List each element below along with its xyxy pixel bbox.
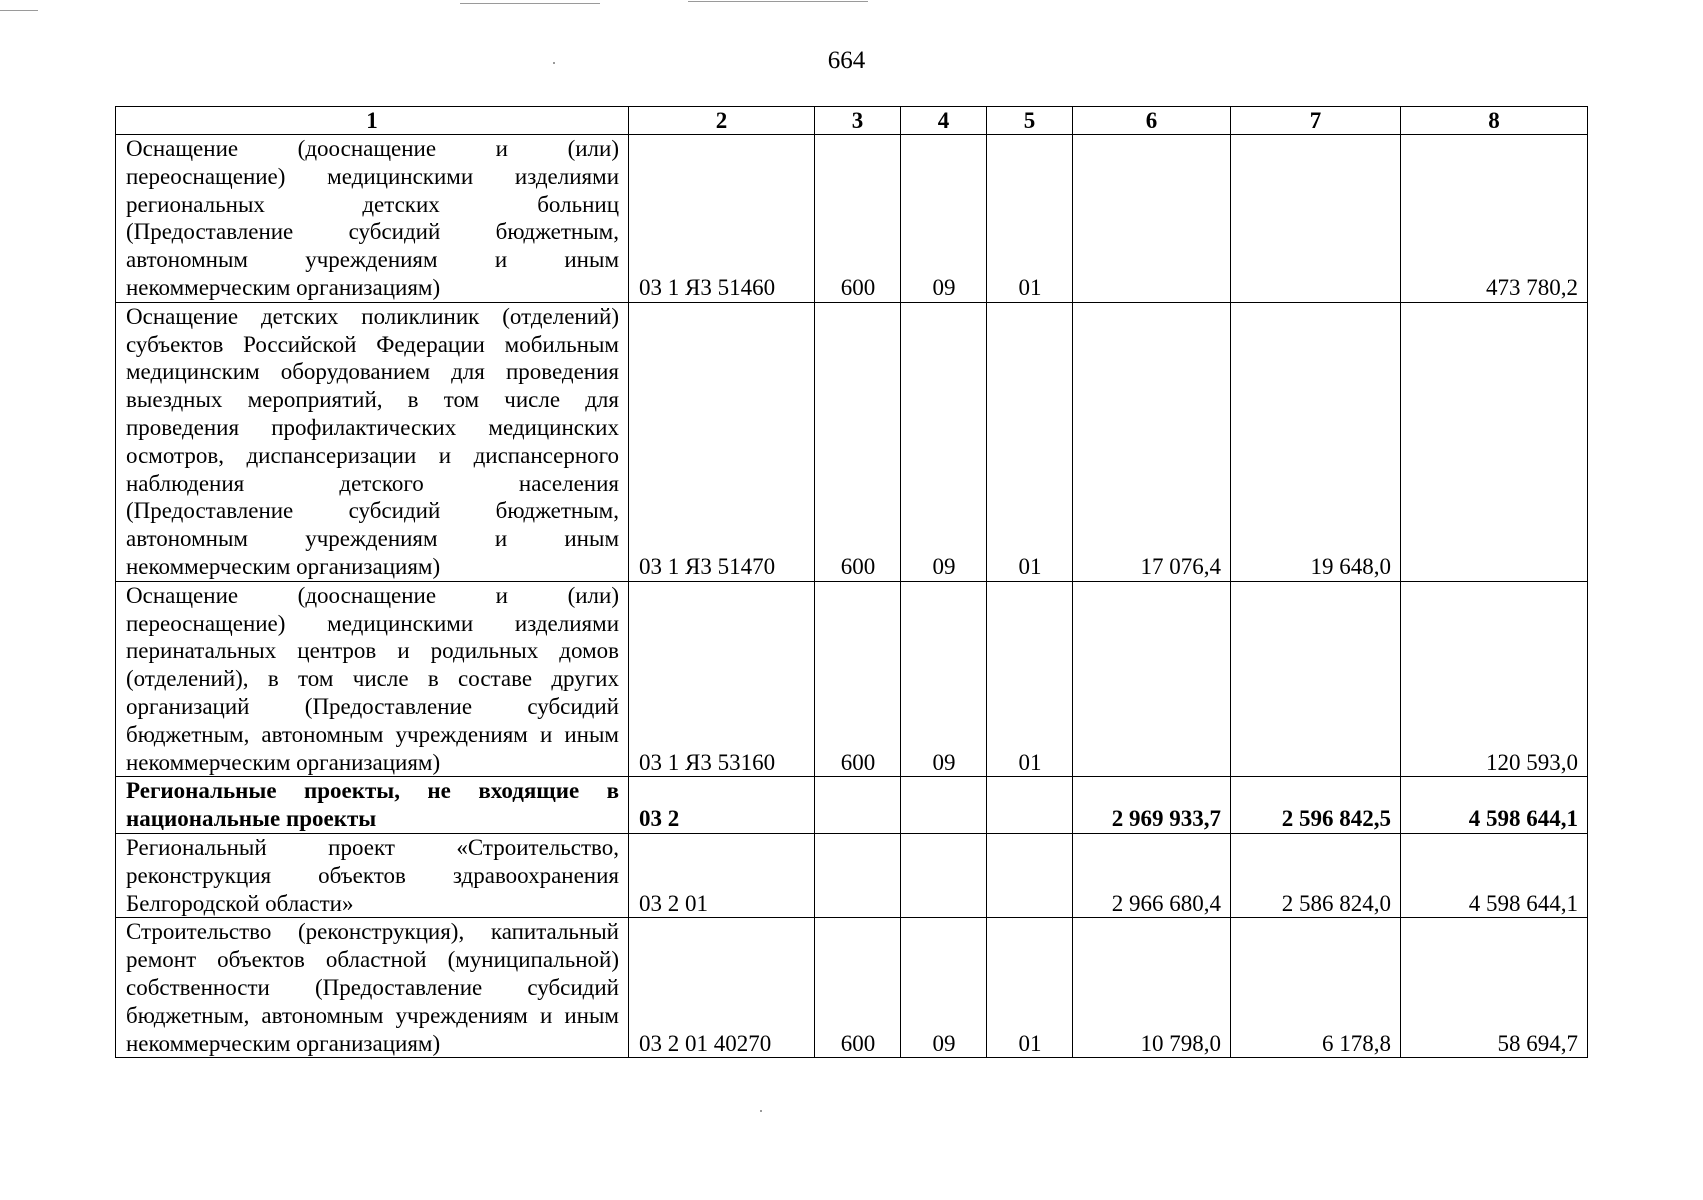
cell-code: 03 2 xyxy=(629,777,815,834)
description-line: реконструкция объектов здравоохранения xyxy=(126,862,619,888)
cell-col8: 58 694,7 xyxy=(1401,918,1588,1058)
cell-col5 xyxy=(987,833,1073,917)
cell-col7: 19 648,0 xyxy=(1231,302,1401,581)
description-line: автономным учреждениям и иным xyxy=(126,247,619,273)
cell-col3 xyxy=(815,777,901,834)
description-line: Региональный проект «Строительство, xyxy=(126,834,619,860)
cell-col5 xyxy=(987,777,1073,834)
cell-col3 xyxy=(815,833,901,917)
column-header: 4 xyxy=(901,107,987,135)
description-line: переоснащение) медицинскими изделиями xyxy=(126,163,619,189)
column-header: 6 xyxy=(1073,107,1231,135)
scan-speck xyxy=(760,1110,762,1112)
description-line: Строительство (реконструкция), капитальный xyxy=(126,919,619,945)
cell-col6: 2 966 680,4 xyxy=(1073,833,1231,917)
description-line: собственности (Предоставление субсидий xyxy=(126,974,619,1000)
cell-col3: 600 xyxy=(815,581,901,777)
cell-col5: 01 xyxy=(987,302,1073,581)
cell-col8: 473 780,2 xyxy=(1401,135,1588,303)
description-line: бюджетным, автономным учреждениям и иным xyxy=(126,721,619,747)
cell-code: 03 2 01 40270 xyxy=(629,918,815,1058)
cell-code: 03 1 Я3 51470 xyxy=(629,302,815,581)
cell-col4: 09 xyxy=(901,581,987,777)
description-line: переоснащение) медицинскими изделиями xyxy=(126,610,619,636)
description-line: региональных детских больниц xyxy=(126,191,619,217)
table-row xyxy=(116,302,1588,581)
table-row xyxy=(116,581,1588,777)
description-line: Белгородской области» xyxy=(126,890,354,916)
cell-col5: 01 xyxy=(987,581,1073,777)
cell-col7: 2 596 842,5 xyxy=(1231,777,1401,834)
description-line: (отделений), в том числе в составе других xyxy=(126,666,619,692)
cell-col4: 09 xyxy=(901,135,987,303)
cell-col5: 01 xyxy=(987,918,1073,1058)
description-line: организаций (Предоставление субсидий xyxy=(126,693,619,719)
cell-col4: 09 xyxy=(901,302,987,581)
column-header: 3 xyxy=(815,107,901,135)
description-line: некоммерческим организациям) xyxy=(126,553,441,579)
description-line: некоммерческим организациям) xyxy=(126,274,441,300)
table-header-row xyxy=(116,107,1588,135)
description-line: автономным учреждениям и иным xyxy=(126,526,619,552)
page-number: 664 xyxy=(827,47,866,74)
table-row xyxy=(116,135,1588,303)
description-line: субъектов Российской Федерации мобильным xyxy=(126,331,619,357)
cell-col3: 600 xyxy=(815,135,901,303)
cell-col4 xyxy=(901,833,987,917)
column-header: 1 xyxy=(116,107,629,135)
column-header: 7 xyxy=(1231,107,1401,135)
description-line: (Предоставление субсидий бюджетным, xyxy=(126,219,619,245)
description-line: Оснащение (дооснащение и (или) xyxy=(126,136,619,161)
description-line: Оснащение (дооснащение и (или) xyxy=(126,582,619,608)
cell-col3: 600 xyxy=(815,918,901,1058)
cell-col6: 10 798,0 xyxy=(1073,918,1231,1058)
description-line: медицинским оборудованием для проведения xyxy=(126,359,619,385)
cell-col6 xyxy=(1073,135,1231,303)
description-line: национальные проекты xyxy=(126,806,377,832)
table-row xyxy=(116,833,1588,917)
cell-description xyxy=(116,833,629,917)
description-line: бюджетным, автономным учреждениям и иным xyxy=(126,1002,619,1028)
cell-code: 03 1 Я3 51460 xyxy=(629,135,815,303)
column-header: 2 xyxy=(629,107,815,135)
description-line: выездных мероприятий, в том числе для xyxy=(126,387,619,413)
scan-edge-line xyxy=(0,10,38,11)
cell-col7: 6 178,8 xyxy=(1231,918,1401,1058)
description-line: наблюдения детского населения xyxy=(126,470,619,496)
column-header: 8 xyxy=(1401,107,1588,135)
description-line: некоммерческим организациям) xyxy=(126,1030,441,1056)
cell-description xyxy=(116,302,629,581)
description-line: ремонт объектов областной (муниципальной) xyxy=(126,947,619,973)
description-line: перинатальных центров и родильных домов xyxy=(126,638,619,664)
cell-col8: 120 593,0 xyxy=(1401,581,1588,777)
cell-col6 xyxy=(1073,581,1231,777)
cell-col7: 2 586 824,0 xyxy=(1231,833,1401,917)
cell-col4 xyxy=(901,777,987,834)
cell-col3: 600 xyxy=(815,302,901,581)
scan-edge-line xyxy=(688,1,868,2)
cell-col6: 17 076,4 xyxy=(1073,302,1231,581)
cell-col7 xyxy=(1231,135,1401,303)
cell-col5: 01 xyxy=(987,135,1073,303)
description-line: (Предоставление субсидий бюджетным, xyxy=(126,498,619,524)
description-line: некоммерческим организациям) xyxy=(126,749,441,775)
description-line: Оснащение детских поликлиник (отделений) xyxy=(126,303,619,329)
cell-col8 xyxy=(1401,302,1588,581)
scan-edge-line xyxy=(460,3,600,4)
description-line: осмотров, диспансеризации и диспансерного xyxy=(126,442,619,468)
description-line: Региональные проекты, не входящие в xyxy=(126,778,619,804)
table-row xyxy=(116,918,1588,1058)
cell-col4: 09 xyxy=(901,918,987,1058)
cell-description xyxy=(116,135,629,303)
cell-col7 xyxy=(1231,581,1401,777)
column-header: 5 xyxy=(987,107,1073,135)
cell-col8: 4 598 644,1 xyxy=(1401,833,1588,917)
cell-description xyxy=(116,777,629,834)
cell-code: 03 2 01 xyxy=(629,833,815,917)
cell-code: 03 1 Я3 53160 xyxy=(629,581,815,777)
cell-col6: 2 969 933,7 xyxy=(1073,777,1231,834)
cell-description xyxy=(116,918,629,1058)
budget-table xyxy=(115,106,1588,1058)
cell-description xyxy=(116,581,629,777)
description-line: проведения профилактических медицинских xyxy=(126,414,619,440)
table-row xyxy=(116,777,1588,834)
cell-col8: 4 598 644,1 xyxy=(1401,777,1588,834)
